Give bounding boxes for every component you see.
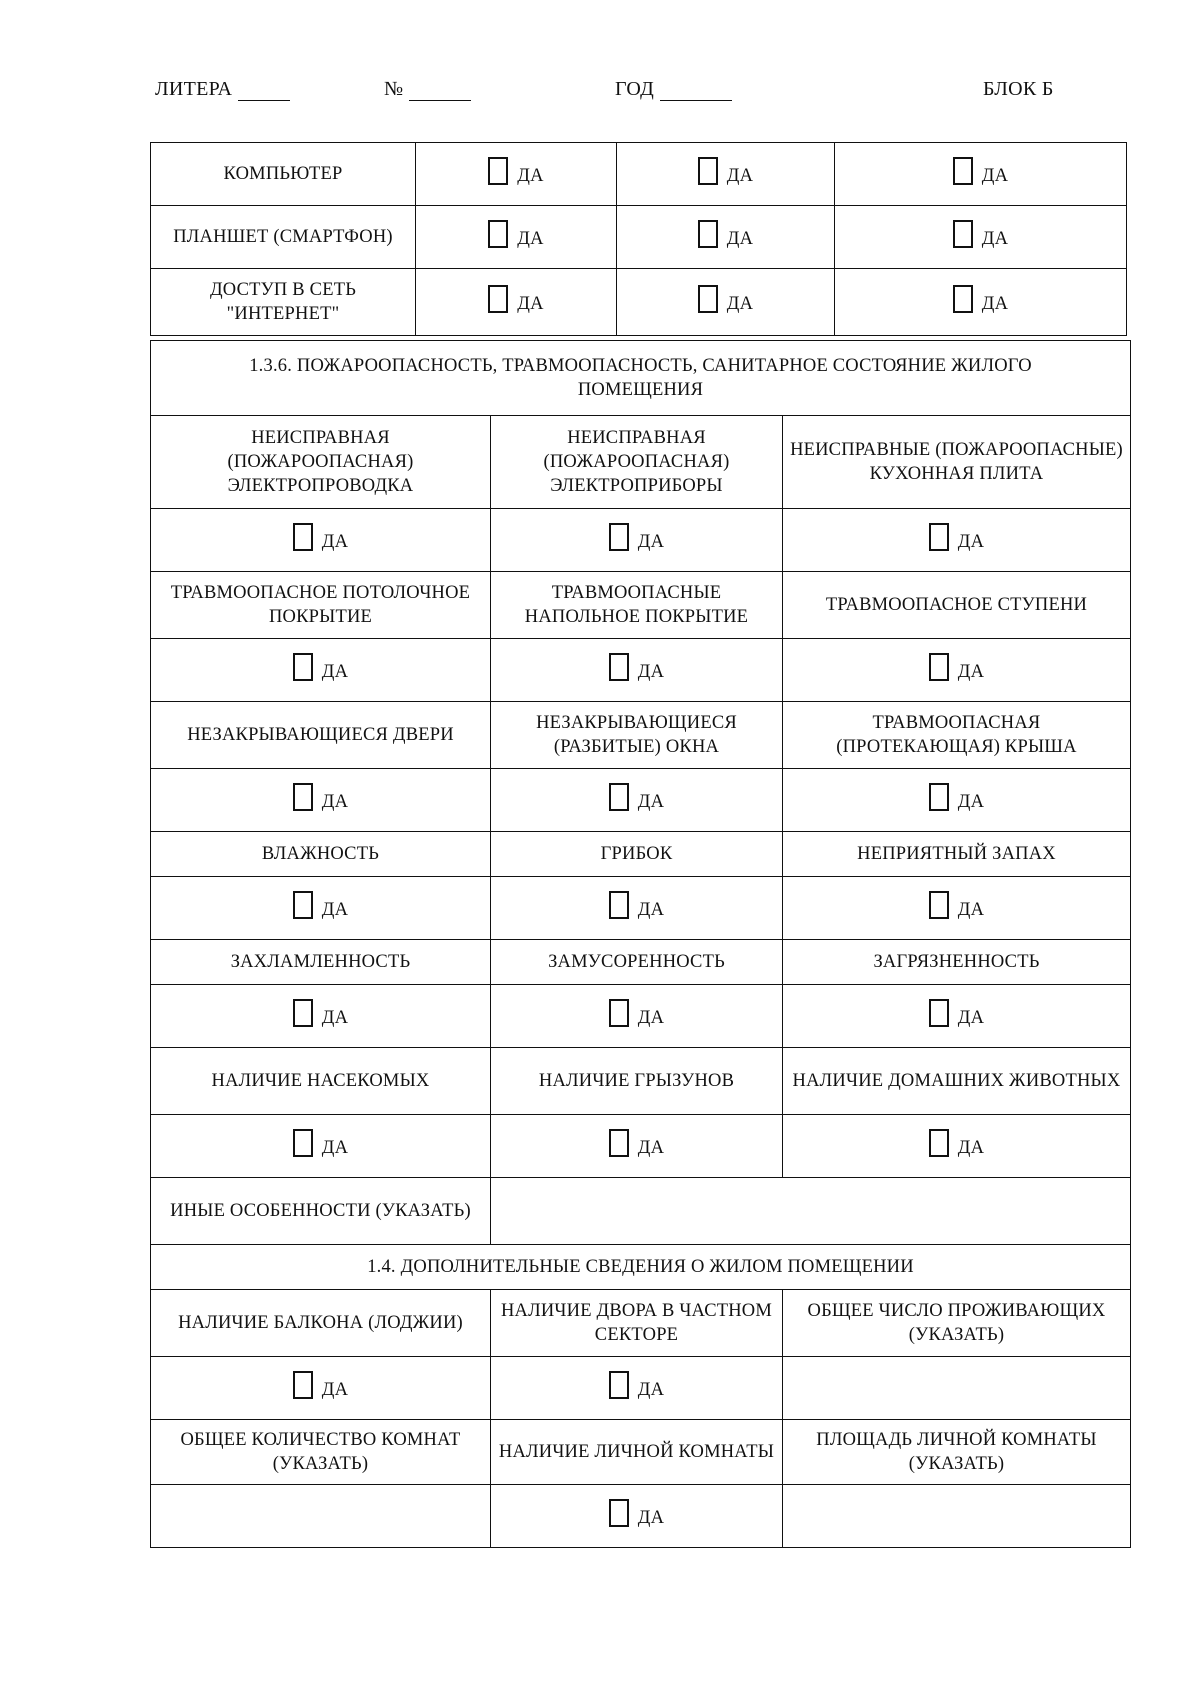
cell-label: ТРАВМООПАСНОЕ ПОТОЛОЧНОЕ ПОКРЫТИЕ: [151, 572, 491, 639]
table-row: [151, 143, 1127, 206]
checkbox-box[interactable]: [293, 783, 313, 811]
year-field: [615, 78, 732, 101]
yes-checkbox[interactable]: ДА: [609, 523, 664, 551]
device-label: ДОСТУП В СЕТЬ "ИНТЕРНЕТ": [151, 269, 416, 336]
checkbox-box[interactable]: [929, 891, 949, 919]
checkbox-cell: [151, 639, 491, 702]
year-blank[interactable]: [660, 82, 732, 101]
checkbox-box[interactable]: [293, 891, 313, 919]
checkbox-cell: [617, 143, 835, 206]
yes-checkbox[interactable]: ДА: [929, 891, 984, 919]
yes-checkbox[interactable]: ДА: [609, 1499, 664, 1527]
table-row: [151, 1178, 1131, 1245]
checkbox-cell: [416, 269, 617, 336]
cell-label: ЗАГРЯЗНЕННОСТЬ: [783, 940, 1131, 985]
yes-checkbox[interactable]: ДА: [293, 783, 348, 811]
label-row: [151, 572, 1131, 639]
checkbox-box[interactable]: [929, 1129, 949, 1157]
yes-checkbox[interactable]: ДА: [929, 653, 984, 681]
section-header-row: [151, 341, 1131, 416]
checkbox-row: [151, 985, 1131, 1048]
cell-label: НАЛИЧИЕ ЛИЧНОЙ КОМНАТЫ: [491, 1420, 783, 1485]
checkbox-cell: [617, 269, 835, 336]
cell-label: НЕИСПРАВНЫЕ (ПОЖАРООПАСНЫЕ) КУХОННАЯ ПЛИТА: [783, 416, 1131, 509]
cell-label: ТРАВМООПАСНЫЕ НАПОЛЬНОЕ ПОКРЫТИЕ: [491, 572, 783, 639]
table-row: [151, 1420, 1131, 1485]
checkbox-box[interactable]: [929, 523, 949, 551]
device-label: КОМПЬЮТЕР: [151, 143, 416, 206]
checkbox-box[interactable]: [609, 1129, 629, 1157]
table-row: [151, 206, 1127, 269]
checkbox-cell: [491, 769, 783, 832]
checkbox-cell: [835, 143, 1127, 206]
checkbox-box[interactable]: [293, 1371, 313, 1399]
yes-checkbox[interactable]: ДА: [609, 783, 664, 811]
number-field: [384, 78, 471, 101]
table-row: [151, 269, 1127, 336]
cell-label: НЕПРИЯТНЫЙ ЗАПАХ: [783, 832, 1131, 877]
sanitary-table: [150, 340, 1131, 1548]
checkbox-cell: [783, 877, 1131, 940]
yes-checkbox[interactable]: ДА: [929, 1129, 984, 1157]
label-row: [151, 416, 1131, 509]
checkbox-box[interactable]: [698, 220, 718, 248]
checkbox-box[interactable]: [609, 1499, 629, 1527]
checkbox-box[interactable]: [488, 220, 508, 248]
table-row: [151, 1290, 1131, 1357]
yes-checkbox[interactable]: ДА: [609, 653, 664, 681]
checkbox-cell: [491, 985, 783, 1048]
table-row: [151, 1357, 1131, 1420]
yes-checkbox[interactable]: ДА: [953, 285, 1008, 313]
checkbox-box[interactable]: [609, 783, 629, 811]
checkbox-box[interactable]: [953, 220, 973, 248]
label-row: [151, 702, 1131, 769]
checkbox-cell: [835, 269, 1127, 336]
label-row: [151, 1048, 1131, 1115]
checkbox-box[interactable]: [488, 285, 508, 313]
other-input[interactable]: [491, 1178, 1131, 1245]
checkbox-cell: [491, 877, 783, 940]
device-label: ПЛАНШЕТ (СМАРТФОН): [151, 206, 416, 269]
cell-label: НЕЗАКРЫВАЮЩИЕСЯ (РАЗБИТЫЕ) ОКНА: [491, 702, 783, 769]
yes-checkbox[interactable]: ДА: [488, 157, 543, 185]
checkbox-cell: [416, 143, 617, 206]
cell-label: НАЛИЧИЕ ДВОРА В ЧАСТНОМ СЕКТОРЕ: [491, 1290, 783, 1357]
checkbox-cell: [151, 877, 491, 940]
checkbox-box[interactable]: [953, 285, 973, 313]
checkbox-cell: [151, 1357, 491, 1420]
cell-label: ВЛАЖНОСТЬ: [151, 832, 491, 877]
checkbox-box[interactable]: [293, 999, 313, 1027]
checkbox-cell: [151, 1115, 491, 1178]
checkbox-box[interactable]: [609, 891, 629, 919]
checkbox-cell: [491, 1485, 783, 1548]
yes-checkbox[interactable]: ДА: [698, 157, 753, 185]
rooms-count-input[interactable]: [151, 1485, 491, 1548]
checkbox-row: [151, 877, 1131, 940]
cell-label: ТРАВМООПАСНАЯ (ПРОТЕКАЮЩАЯ) КРЫША: [783, 702, 1131, 769]
checkbox-box[interactable]: [929, 999, 949, 1027]
yes-checkbox[interactable]: ДА: [953, 157, 1008, 185]
checkbox-row: [151, 769, 1131, 832]
checkbox-box[interactable]: [293, 1129, 313, 1157]
residents-count-input[interactable]: [783, 1357, 1131, 1420]
checkbox-row: [151, 509, 1131, 572]
section-header-row: [151, 1245, 1131, 1290]
yes-checkbox[interactable]: ДА: [488, 220, 543, 248]
checkbox-box[interactable]: [698, 285, 718, 313]
cell-label: ОБЩЕЕ ЧИСЛО ПРОЖИВАЮЩИХ (УКАЗАТЬ): [783, 1290, 1131, 1357]
litera-label: ЛИТЕРА: [155, 78, 233, 100]
checkbox-box[interactable]: [293, 523, 313, 551]
yes-checkbox[interactable]: ДА: [929, 999, 984, 1027]
yes-checkbox[interactable]: ДА: [293, 891, 348, 919]
section-title: 1.3.6. ПОЖАРООПАСНОСТЬ, ТРАВМООПАСНОСТЬ, САНИТАРНОЕ СОСТОЯНИЕ ЖИЛОГО ПОМЕЩЕНИЯ: [151, 341, 1131, 416]
section-title: 1.4. ДОПОЛНИТЕЛЬНЫЕ СВЕДЕНИЯ О ЖИЛОМ ПОМЕЩЕНИИ: [151, 1245, 1131, 1290]
yes-checkbox[interactable]: ДА: [293, 653, 348, 681]
yes-checkbox[interactable]: ДА: [609, 1371, 664, 1399]
checkbox-box[interactable]: [488, 157, 508, 185]
yes-checkbox[interactable]: ДА: [929, 783, 984, 811]
number-label: №: [384, 78, 404, 100]
checkbox-box[interactable]: [609, 1371, 629, 1399]
checkbox-cell: [783, 1115, 1131, 1178]
checkbox-cell: [151, 985, 491, 1048]
cell-label: НАЛИЧИЕ БАЛКОНА (ЛОДЖИИ): [151, 1290, 491, 1357]
checkbox-box[interactable]: [609, 523, 629, 551]
cell-label: НАЛИЧИЕ ГРЫЗУНОВ: [491, 1048, 783, 1115]
yes-checkbox[interactable]: ДА: [929, 523, 984, 551]
cell-label: НЕИСПРАВНАЯ (ПОЖАРООПАСНАЯ) ЭЛЕКТРОПРИБОРЫ: [491, 416, 783, 509]
yes-checkbox[interactable]: ДА: [698, 285, 753, 313]
checkbox-box[interactable]: [929, 783, 949, 811]
yes-checkbox[interactable]: ДА: [698, 220, 753, 248]
checkbox-box[interactable]: [698, 157, 718, 185]
checkbox-row: [151, 1115, 1131, 1178]
yes-checkbox[interactable]: ДА: [488, 285, 543, 313]
yes-checkbox[interactable]: ДА: [293, 1371, 348, 1399]
yes-checkbox[interactable]: ДА: [293, 999, 348, 1027]
checkbox-box[interactable]: [929, 653, 949, 681]
label-row: [151, 940, 1131, 985]
cell-label: НЕИСПРАВНАЯ (ПОЖАРООПАСНАЯ) ЭЛЕКТРОПРОВОДКА: [151, 416, 491, 509]
cell-label: ЗАХЛАМЛЕННОСТЬ: [151, 940, 491, 985]
cell-label: НАЛИЧИЕ ДОМАШНИХ ЖИВОТНЫХ: [783, 1048, 1131, 1115]
checkbox-cell: [151, 509, 491, 572]
checkbox-cell: [617, 206, 835, 269]
other-label: ИНЫЕ ОСОБЕННОСТИ (УКАЗАТЬ): [151, 1178, 491, 1245]
yes-checkbox[interactable]: ДА: [953, 220, 1008, 248]
checkbox-cell: [835, 206, 1127, 269]
cell-label: ОБЩЕЕ КОЛИЧЕСТВО КОМНАТ (УКАЗАТЬ): [151, 1420, 491, 1485]
checkbox-cell: [783, 509, 1131, 572]
yes-checkbox[interactable]: ДА: [609, 999, 664, 1027]
yes-checkbox[interactable]: ДА: [609, 891, 664, 919]
yes-checkbox[interactable]: ДА: [293, 523, 348, 551]
form-header: [0, 78, 1200, 108]
number-blank[interactable]: [409, 82, 471, 101]
yes-checkbox[interactable]: ДА: [609, 1129, 664, 1157]
table-row: [151, 1485, 1131, 1548]
checkbox-cell: [783, 769, 1131, 832]
checkbox-box[interactable]: [293, 653, 313, 681]
cell-label: НАЛИЧИЕ НАСЕКОМЫХ: [151, 1048, 491, 1115]
cell-label: ГРИБОК: [491, 832, 783, 877]
devices-table: [150, 142, 1127, 336]
checkbox-cell: [491, 639, 783, 702]
checkbox-cell: [783, 985, 1131, 1048]
checkbox-cell: [416, 206, 617, 269]
checkbox-cell: [491, 509, 783, 572]
checkbox-cell: [491, 1357, 783, 1420]
checkbox-cell: [491, 1115, 783, 1178]
checkbox-cell: [151, 769, 491, 832]
room-area-input[interactable]: [783, 1485, 1131, 1548]
checkbox-row: [151, 639, 1131, 702]
cell-label: НЕЗАКРЫВАЮЩИЕСЯ ДВЕРИ: [151, 702, 491, 769]
checkbox-box[interactable]: [609, 653, 629, 681]
checkbox-box[interactable]: [953, 157, 973, 185]
litera-field: [155, 78, 290, 101]
section-136-body: [151, 416, 1131, 1178]
year-label: ГОД: [615, 78, 655, 100]
block-label: БЛОК Б: [983, 78, 1054, 100]
cell-label: ПЛОЩАДЬ ЛИЧНОЙ КОМНАТЫ (УКАЗАТЬ): [783, 1420, 1131, 1485]
yes-checkbox[interactable]: ДА: [293, 1129, 348, 1157]
label-row: [151, 832, 1131, 877]
cell-label: ТРАВМООПАСНОЕ СТУПЕНИ: [783, 572, 1131, 639]
cell-label: ЗАМУСОРЕННОСТЬ: [491, 940, 783, 985]
litera-blank[interactable]: [238, 82, 290, 101]
checkbox-cell: [783, 639, 1131, 702]
checkbox-box[interactable]: [609, 999, 629, 1027]
